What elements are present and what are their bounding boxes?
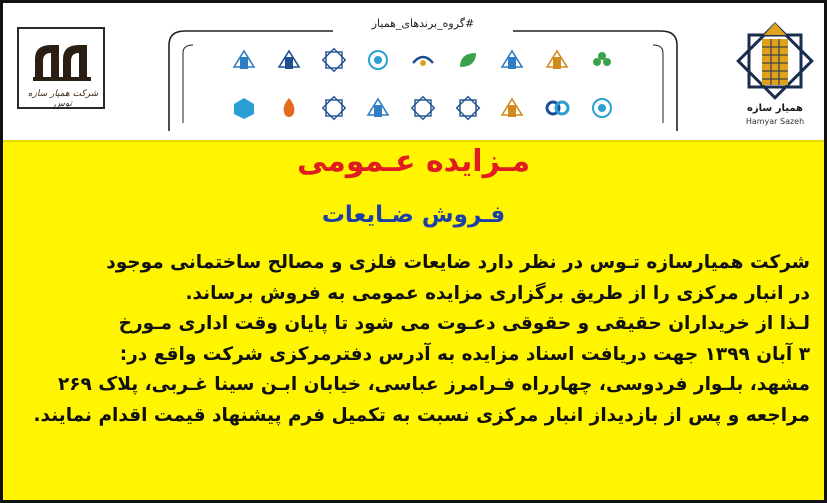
leaf-icon xyxy=(454,47,482,73)
circle-logo-icon xyxy=(364,47,392,73)
building-icon xyxy=(275,47,303,73)
member-logo xyxy=(448,47,487,91)
member-logo xyxy=(538,47,577,91)
star-logo-icon xyxy=(409,95,437,121)
building-icon xyxy=(543,47,571,73)
flame-icon xyxy=(275,95,303,121)
member-logo xyxy=(270,95,309,139)
hamyar-sazeh-logo xyxy=(734,13,816,133)
building-icon xyxy=(230,47,258,73)
member-logo xyxy=(225,95,264,139)
notice-line: مراجعه و پس از بازدیداز انبار مرکزی نسبت به تکمیل فرم پیشنهاد قیمت اقدام نمایند. xyxy=(33,404,810,426)
member-logo xyxy=(582,47,621,91)
hamyar-monogram-icon xyxy=(29,37,95,85)
member-logo xyxy=(404,95,443,139)
star-logo-icon xyxy=(454,95,482,121)
circle-logo-icon xyxy=(588,95,616,121)
member-logo xyxy=(314,47,353,91)
header-band xyxy=(3,3,824,140)
hd-logo-icon xyxy=(543,95,571,121)
member-logo xyxy=(493,95,532,139)
member-logo xyxy=(582,95,621,139)
member-logo xyxy=(359,47,398,91)
brand-name-en: Hamyar Sazeh xyxy=(745,117,805,126)
notice-panel xyxy=(3,140,824,502)
group-title: #گروه_برندهای_همیار xyxy=(371,17,475,30)
building-icon xyxy=(364,95,392,121)
notice-body xyxy=(17,248,810,431)
member-logo xyxy=(404,47,443,91)
member-logo xyxy=(493,47,532,91)
member-logo-grid xyxy=(225,47,621,139)
member-logo xyxy=(359,95,398,139)
flower-icon xyxy=(588,47,616,73)
member-logo xyxy=(314,95,353,139)
notice-title: مـزایده عـمومی xyxy=(296,144,531,179)
notice-line: در انبار مرکزی را از طریق برگزاری مزایده عمومی به فروش برساند. xyxy=(185,282,810,304)
brand-name: همیار سازه xyxy=(747,103,803,114)
building-icon xyxy=(498,47,526,73)
notice-subtitle: فـروش ضـایعات xyxy=(321,202,506,228)
member-logo xyxy=(448,95,487,139)
notice-line: ۳ آبان ۱۳۹۹ جهت دریافت اسناد مزایده به آدرس دفترمرکزی شرکت واقع در: xyxy=(119,343,810,365)
member-logo xyxy=(225,47,264,91)
left-logo-caption: شرکت همیار سازه توس xyxy=(27,89,99,109)
star-logo-icon xyxy=(320,95,348,121)
member-logo xyxy=(270,47,309,91)
badge-icon xyxy=(230,95,258,121)
notice-line: لـذا از خریداران حقیقی و حقوقی دعـوت می شود تا پایان وقت اداری مـورخ xyxy=(118,313,810,334)
notice-line: شرکت همیارسازه تـوس در نظر دارد ضایعات فلزی و مصالح ساختمانی موجود xyxy=(106,252,810,273)
member-logo xyxy=(538,95,577,139)
building-icon xyxy=(498,95,526,121)
hands-icon xyxy=(409,47,437,73)
star-logo-icon xyxy=(320,47,348,73)
hamyar-sazeh-emblem-icon xyxy=(734,13,816,103)
left-company-logo xyxy=(17,27,105,109)
notice-line: مشهد، بلـوار فردوسی، چهارراه فـرامرز عباسی، خیابان ابـن سینا غـربی، پلاک ۲۶۹ xyxy=(57,374,810,395)
